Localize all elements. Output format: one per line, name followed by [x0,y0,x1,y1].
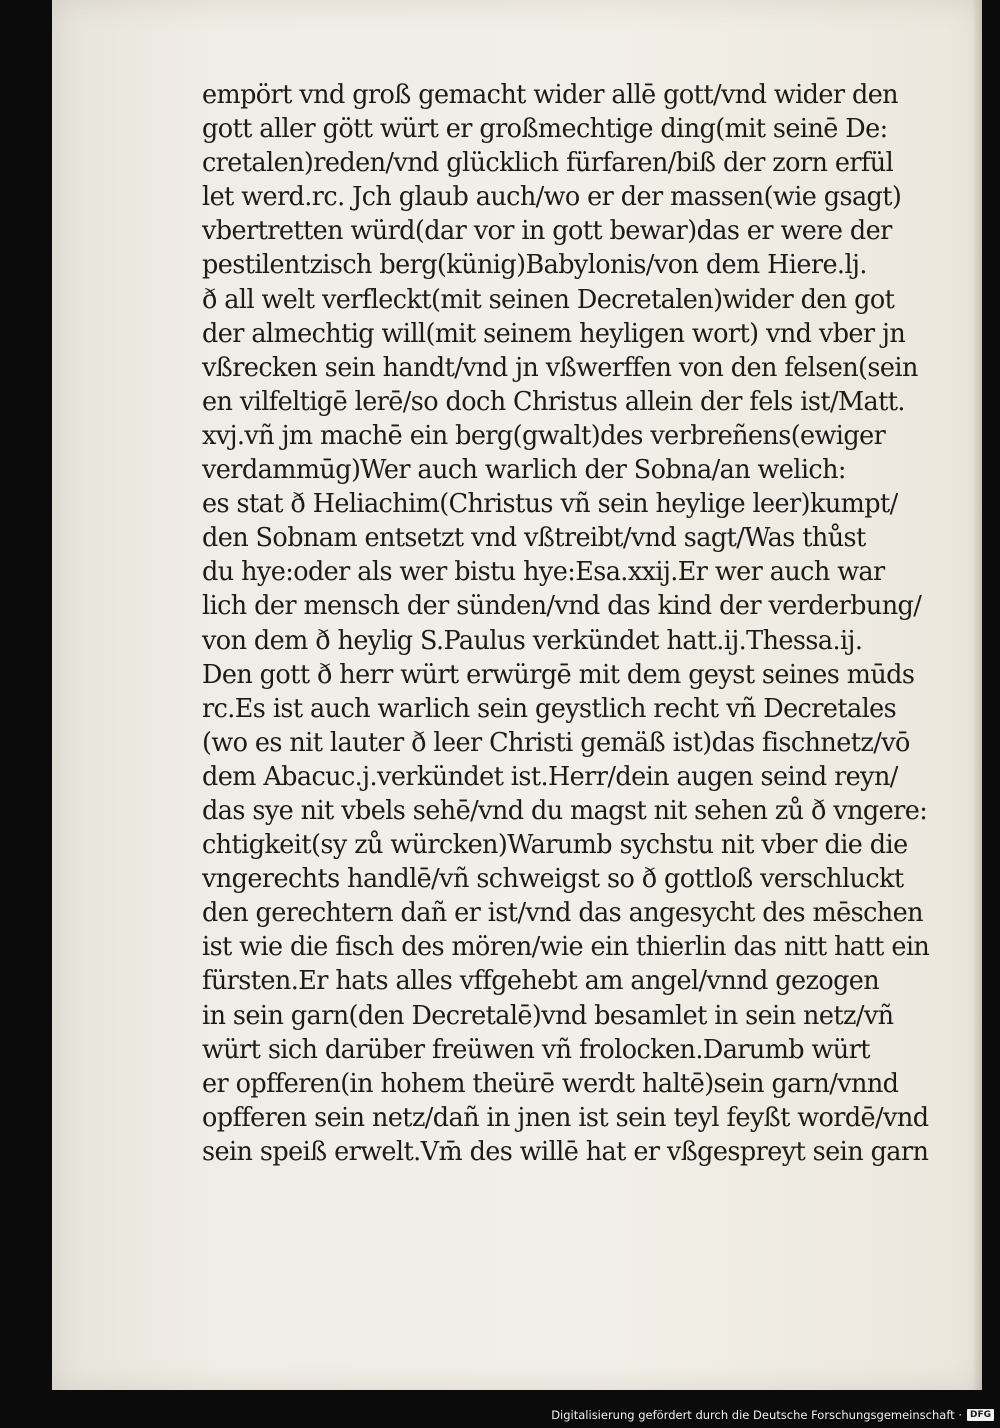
text-line: (wo es nit lauter ð leer Christi gemäß ist)das fischnetz/vō [202,727,910,758]
text-line: er opfferen(in hohem theürē werdt haltē)sein garn/vnnd [202,1068,899,1099]
text-line: den gerechtern dañ er ist/vnd das angesycht des mēschen [202,898,923,929]
text-line: vßrecken sein handt/vnd jn vßwerffen von den felsen(sein [202,352,918,383]
text-line: vngerechts handlē/vñ schweigst so ð gottloß verschluckt [202,864,904,895]
dfg-logo: DFG [967,1409,994,1421]
text-line: gott aller gött würt er großmechtige ding(mit seinē De: [202,114,888,145]
text-line: du hye:oder als wer bistu hye:Esa.xxij.Er wer auch war [202,557,885,588]
text-line: der almechtig will(mit seinem heyligen wort) vnd vber jn [202,318,906,349]
text-line: würt sich darüber freüwen vñ frolocken.Darumb würt [202,1034,870,1065]
text-line: let werd.rc. Jch glaub auch/wo er der massen(wie gsagt) [202,182,902,213]
text-line: ist wie die fisch des mören/wie ein thierlin das nitt hatt ein [202,932,930,963]
text-line: den Sobnam entsetzt vnd vßtreibt/vnd sagt/Was thůst [202,523,866,554]
text-line: Den gott ð herr würt erwürgē mit dem geyst seines mūds [202,659,915,690]
text-line: es stat ð Heliachim(Christus vñ sein heylige leer)kumpt/ [202,489,898,520]
text-line: sein speiß erwelt.Vm̄ des willē hat er vßgespreyt sein garn [202,1136,929,1167]
text-line: pestilentzisch berg(künig)Babylonis/von dem Hiere.lj. [202,250,867,281]
footer-credit [551,1408,994,1422]
text-line: xvj.vñ jm machē ein berg(gwalt)des verbreñens(ewiger [202,420,886,451]
text-line: das sye nit vbels sehē/vnd du magst nit sehen zů ð vngere: [202,795,928,826]
text-line: vbertretten würd(dar vor in gott bewar)das er were der [202,216,892,247]
text-line: empört vnd groß gemacht wider allē gott/vnd wider den [202,80,899,110]
text-line: cretalen)reden/vnd glücklich fürfaren/biß der zorn erfül [202,148,894,179]
text-line: verdammūg)Wer auch warlich der Sobna/an welich: [202,455,846,486]
body-text [202,78,962,1169]
text-line: opfferen sein netz/dañ in jnen ist sein teyl feyßt wordē/vnd [202,1102,929,1133]
text-line: rc.Es ist auch warlich sein geystlich recht vñ Decretales [202,693,897,724]
text-line: en vilfeltigē lerē/so doch Christus allein der fels ist/Matt. [202,386,905,417]
footer-credit-text: Digitalisierung gefördert durch die Deutsche Forschungsgemeinschaft · [551,1408,962,1422]
text-line: chtigkeit(sy zů würcken)Warumb sychstu nit vber die die [202,830,908,861]
book-page [52,0,982,1390]
text-line: dem Abacuc.j.verkündet ist.Herr/dein augen seind reyn/ [202,761,898,792]
text-line: ð all welt verfleckt(mit seinen Decretalen)wider den got [202,284,895,315]
text-line: in sein garn(den Decretalē)vnd besamlet in sein netz/vñ [202,1000,894,1031]
text-line: lich der mensch der sünden/vnd das kind der verderbung/ [202,591,922,622]
text-line: fürsten.Er hats alles vffgehebt am angel/vnnd gezogen [202,966,880,997]
text-line: von dem ð heylig S.Paulus verkündet hatt.ij.Thessa.ij. [202,625,863,656]
